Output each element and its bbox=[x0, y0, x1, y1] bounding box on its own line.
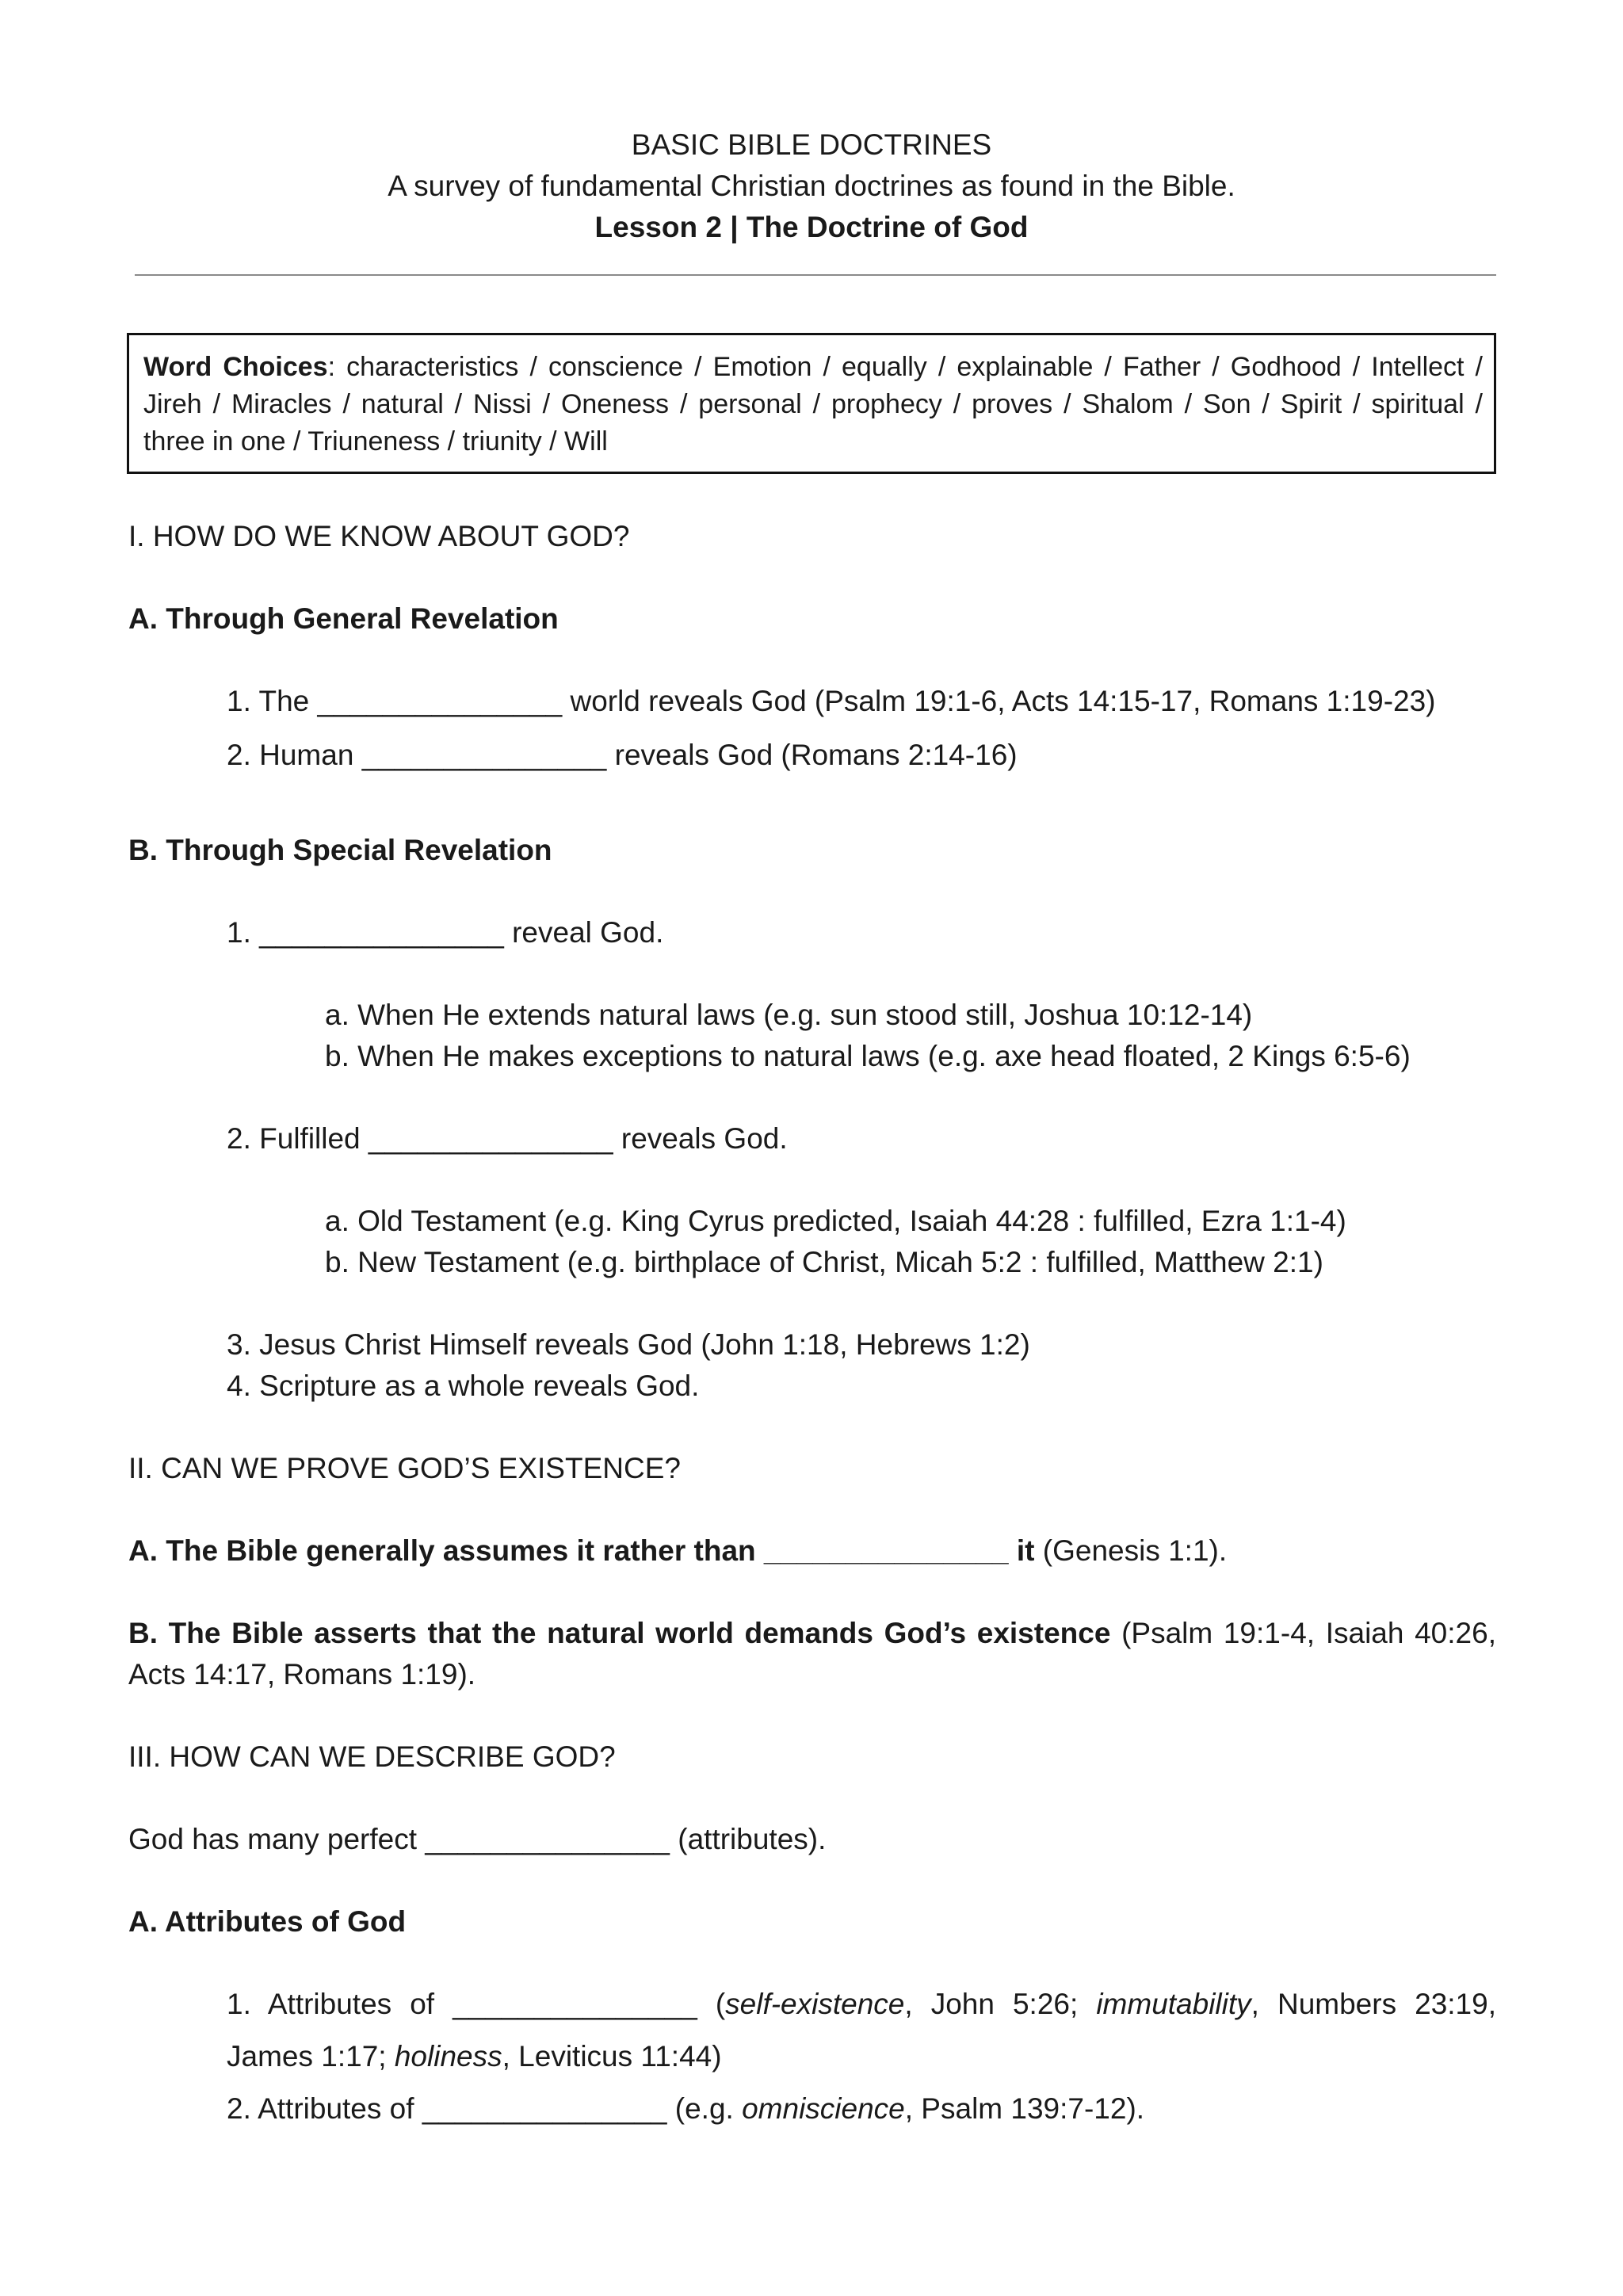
section-1a-heading: A. Through General Revelation bbox=[128, 602, 559, 635]
section-2b-statement-line-1: B. The Bible asserts that the natural world demands God’s existence (Psalm 19:1-4, Isaiah 40:26, bbox=[128, 1617, 1496, 1649]
fill-in-blank[interactable]: _______________ bbox=[317, 685, 563, 717]
fill-in-blank[interactable]: _______________ bbox=[453, 1988, 697, 2020]
section-3a-heading: A. Attributes of God bbox=[128, 1905, 407, 1938]
word-choices-box bbox=[127, 333, 1496, 474]
item-1a-2: 2. Human _______________ reveals God (Romans 2:14-16) bbox=[227, 739, 1018, 771]
fill-in-blank[interactable]: _______________ bbox=[425, 1823, 670, 1855]
fill-in-blank[interactable]: _______________ bbox=[763, 1534, 1009, 1567]
fill-in-blank[interactable]: _______________ bbox=[422, 2092, 667, 2125]
fill-in-blank[interactable]: _______________ bbox=[361, 739, 607, 771]
section-3-intro: God has many perfect _______________ (attributes). bbox=[128, 1823, 827, 1855]
item-3a-1-line-1: 1. Attributes of _______________ (self-existence, John 5:26; immutability, Numbers 23:19, bbox=[227, 1988, 1496, 2020]
section-1-heading: I. HOW DO WE KNOW ABOUT GOD? bbox=[128, 520, 630, 552]
word-choices-line-3: three in one / Triuneness / triunity / Will bbox=[143, 426, 608, 457]
item-1b-1a: a. When He extends natural laws (e.g. sun stood still, Joshua 10:12-14) bbox=[325, 999, 1253, 1031]
item-1a-1: 1. The _______________ world reveals God (Psalm 19:1-6, Acts 14:15-17, Romans 1:19-23) bbox=[227, 685, 1436, 717]
document-subtitle: A survey of fundamental Christian doctrines as found in the Bible. bbox=[388, 170, 1235, 202]
header-divider bbox=[135, 274, 1496, 276]
item-1b-1b: b. When He makes exceptions to natural laws (e.g. axe head floated, 2 Kings 6:5-6) bbox=[325, 1040, 1411, 1072]
word-choices-label: Word Choices bbox=[143, 352, 328, 382]
section-2-heading: II. CAN WE PROVE GOD’S EXISTENCE? bbox=[128, 1452, 681, 1484]
document-title: BASIC BIBLE DOCTRINES bbox=[631, 128, 992, 161]
item-1b-1: 1. _______________ reveal God. bbox=[227, 916, 664, 949]
item-1b-2: 2. Fulfilled _______________ reveals God. bbox=[227, 1122, 788, 1155]
section-2b-statement-line-2: Acts 14:17, Romans 1:19). bbox=[128, 1658, 476, 1690]
lesson-title: Lesson 2 | The Doctrine of God bbox=[594, 211, 1029, 243]
item-3a-1-line-2: James 1:17; holiness, Leviticus 11:44) bbox=[227, 2040, 722, 2073]
item-3a-2: 2. Attributes of _______________ (e.g. omniscience, Psalm 139:7-12). bbox=[227, 2092, 1145, 2125]
word-choices-line-2: Jireh / Miracles / natural / Nissi / Oneness / personal / prophecy / proves / Shalom / Son / Spirit / spiritual / bbox=[143, 389, 1483, 419]
item-1b-3: 3. Jesus Christ Himself reveals God (John 1:18, Hebrews 1:2) bbox=[227, 1328, 1030, 1361]
item-1b-2a: a. Old Testament (e.g. King Cyrus predicted, Isaiah 44:28 : fulfilled, Ezra 1:1-4) bbox=[325, 1205, 1346, 1237]
word-choices-line-1: Word Choices: characteristics / conscience / Emotion / equally / explainable / Father / Godhood / Intellect / bbox=[143, 352, 1483, 382]
section-3-heading: III. HOW CAN WE DESCRIBE GOD? bbox=[128, 1740, 616, 1773]
section-1b-heading: B. Through Special Revelation bbox=[128, 834, 552, 866]
fill-in-blank[interactable]: _______________ bbox=[259, 916, 504, 949]
item-1b-4: 4. Scripture as a whole reveals God. bbox=[227, 1370, 700, 1402]
item-1b-2b: b. New Testament (e.g. birthplace of Christ, Micah 5:2 : fulfilled, Matthew 2:1) bbox=[325, 1246, 1323, 1278]
fill-in-blank[interactable]: _______________ bbox=[368, 1122, 613, 1155]
section-2a-statement: A. The Bible generally assumes it rather than _______________ it (Genesis 1:1). bbox=[128, 1534, 1228, 1567]
